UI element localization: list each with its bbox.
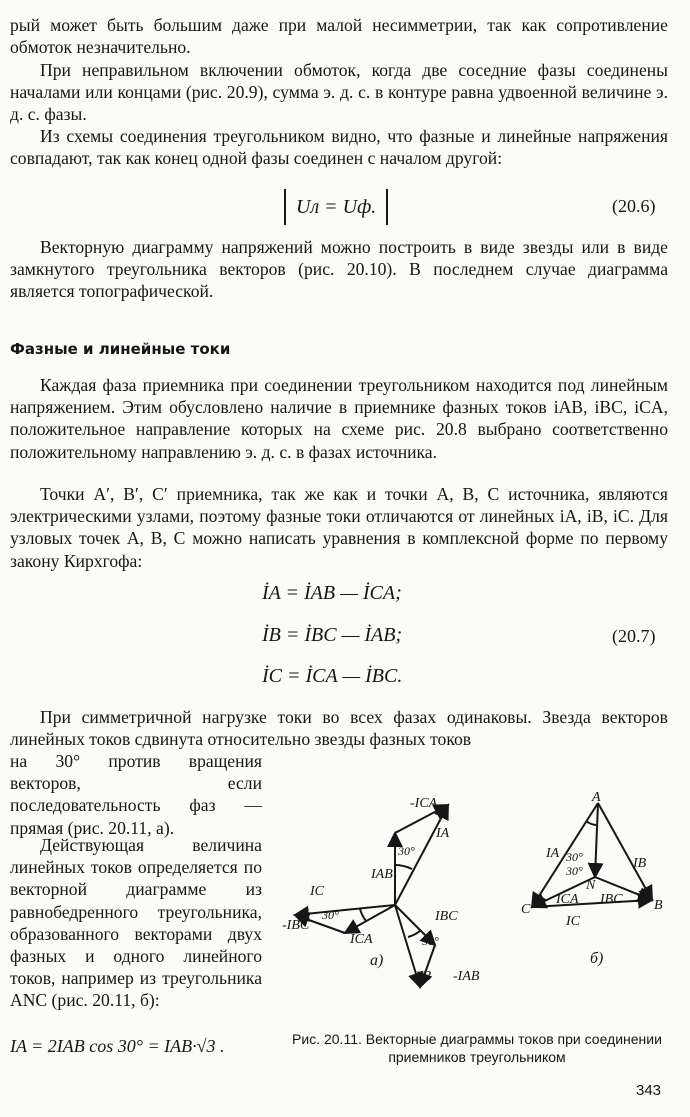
label-b-2: 30°: [566, 850, 583, 864]
angle-arc-a3: [408, 931, 420, 937]
equation-20-7-line-2: İB = İBC — İAB;: [262, 624, 403, 646]
vector-b-IC: [532, 900, 652, 907]
label-b-10: IC: [566, 914, 580, 929]
label-a-8: IBC: [435, 909, 458, 924]
page-number: 343: [636, 1082, 662, 1099]
paragraph-9: Действующая величина линейных токов определяется по векторной диаграмме из равнобедренного треугольника, образованного векторами двух фазных и одного линейного токов, например из треугольника ANC (рис. 20.11, б):: [10, 835, 262, 1011]
label-b-4: IB: [633, 856, 647, 871]
figure-caption: Рис. 20.11. Векторные диаграммы токов при соединении приемников треугольником: [292, 1031, 662, 1065]
label-a-4: IC: [310, 884, 324, 899]
diagram-b-labels: [521, 790, 663, 967]
label-b-6: ICA: [556, 892, 579, 907]
paragraph-7: При симметричной нагрузке токи во всех фазах одинаковы. Звезда векторов линейных токов сдвинута относительно звезды фазных токов: [10, 707, 668, 750]
equation-20-7-line-3: İC = İCA — İBC.: [262, 665, 403, 687]
label-b-3: 30°: [566, 864, 583, 878]
label-a-0: -ICA: [410, 796, 438, 811]
equation-number-20-6: (20.6): [612, 196, 656, 216]
label-b-1: IA: [546, 846, 560, 861]
angle-arc-b1: [586, 821, 596, 825]
paragraph-2: При неправильном включении обмоток, когда две соседние фазы соединены началами или концами (рис. 20.9), сумма э. д. с. в контуре равна удвоенной величине э. д. с. фазы.: [10, 60, 668, 125]
vector-diagram-figure: [270, 785, 680, 1010]
paragraph-6: Точки A′, B′, C′ приемника, так же как и точки A, B, C источника, являются электрическими узлами, поэтому фазные токи отличаются от линейных iA, iB, iC. Для узловых точек A, B, C можно написать уравнения в комплексной форме по первому закону Кирхгофа:: [10, 484, 668, 571]
vector-b-IB: [598, 803, 652, 900]
label-a-7: ICA: [350, 932, 373, 947]
label-a-10: IB: [418, 969, 432, 984]
label-a-6: -IBC: [282, 918, 310, 933]
equation-number-20-7: (20.7): [612, 626, 656, 646]
label-b-5: N: [586, 878, 596, 893]
label-a-5: 30°: [322, 908, 339, 922]
label-a-11: -IAB: [453, 969, 480, 984]
paragraph-4: Векторную диаграмму напряжений можно построить в виде звезды или в виде замкнутого треугольника векторов (рис. 20.10). В последнем случае диаграмма является топографической.: [10, 237, 668, 302]
equation-20-6: Uл = Uф.: [284, 189, 388, 225]
label-b-8: C: [521, 902, 531, 917]
label-b-0: A: [592, 790, 601, 805]
final-formula: IA = 2IAB cos 30° = IAB·√3 .: [10, 1036, 225, 1056]
label-b-7: IBC: [600, 892, 623, 907]
paragraph-1: рый может быть большим даже при малой несимметрии, так как сопротивление обмоток незначительно.: [10, 15, 668, 58]
paragraph-5: Каждая фаза приемника при соединении треугольником находится под линейным напряжением. Этим обусловлено наличие в приемнике фазных токов iAB, iBC, iCA, положительное направление которых на схеме рис. 20.8 выбрано соответственно положительному направлению э. д. с. в фазах источника.: [10, 375, 668, 462]
label-a-1: IA: [436, 826, 450, 841]
label-a-2: IAB: [371, 867, 393, 882]
vector-b-AN: [595, 803, 598, 877]
angle-arc-a2: [360, 909, 366, 921]
figure-label-b: б): [590, 950, 604, 967]
diagram-a-labels: [282, 796, 480, 984]
paragraph-3: Из схемы соединения треугольником видно, что фазные и линейные напряжения совпадают, так как конец одной фазы соединен с началом другой:: [10, 126, 668, 169]
equation-20-7-line-1: İA = İAB — İCA;: [262, 582, 402, 604]
label-a-9: 30°: [422, 934, 439, 948]
section-heading: Фазные и линейные токи: [10, 340, 231, 358]
label-b-9: B: [654, 898, 663, 913]
angle-arc-a1: [395, 865, 412, 869]
figure-label-a: а): [370, 952, 384, 969]
label-a-3: 30°: [398, 844, 415, 858]
paragraph-8: на 30° против вращения векторов, если последовательность фаз — прямая (рис. 20.11, а).: [10, 751, 262, 838]
